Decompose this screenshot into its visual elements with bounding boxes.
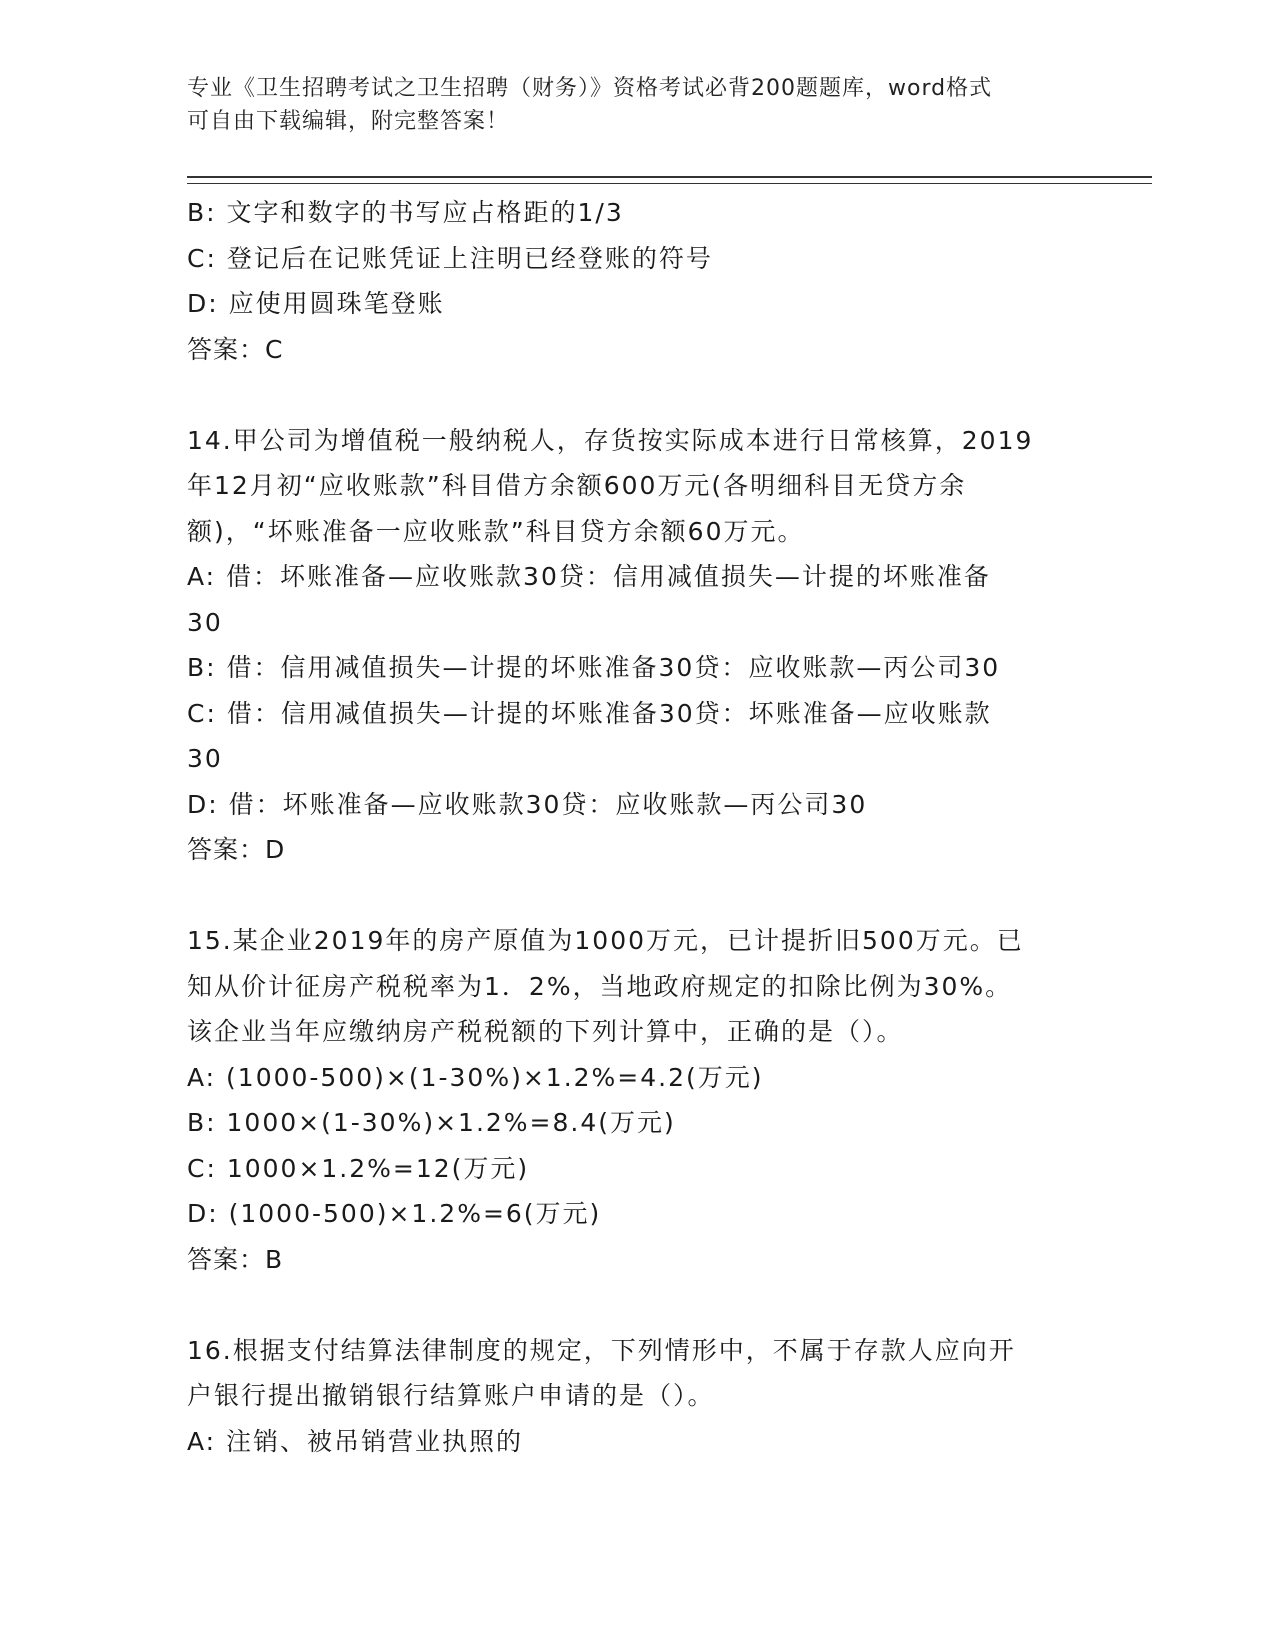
q14-option-d: D: 借：坏账准备—应收账款30贷：应收账款—丙公司30 — [187, 789, 868, 819]
spacer — [187, 873, 1087, 919]
q15-option-d: D: (1000-500)×1.2%=6(万元) — [187, 1199, 602, 1228]
q15-option-c: C: 1000×1.2%=12(万元) — [187, 1153, 530, 1183]
q15-stem-line2: 知从价计征房产税税率为1．2%，当地政府规定的扣除比例为30%。 — [187, 971, 1013, 1001]
q13-option-b: B: 文字和数字的书写应占格距的1/3 — [187, 198, 624, 227]
q14-stem-line3: 额)，“坏账准备一应收账款”科目贷方余额60万元。 — [187, 516, 805, 546]
header-title-line2: 可自由下载编辑，附完整答案！ — [187, 109, 510, 134]
header-divider-thick — [187, 176, 1152, 178]
q14-option-a-line1: A: 借：坏账准备—应收账款30贷：信用减值损失—计提的坏账准备 — [187, 562, 991, 591]
q14-stem-line1: 14.甲公司为增值税一般纳税人，存货按实际成本进行日常核算，2019 — [187, 425, 1034, 455]
q14-option-b: B: 借：信用减值损失—计提的坏账准备30贷：应收账款—丙公司30 — [187, 653, 1001, 682]
q14-option-a-line2: 30 — [187, 607, 223, 637]
spacer — [187, 372, 1087, 418]
document-header — [187, 72, 1087, 138]
q15-stem-line1: 15.某企业2019年的房产原值为1000万元，已计提折旧500万元。已 — [187, 926, 1024, 955]
q14-stem-line2: 年12月初“应收账款”科目借方余额600万元(各明细科目无贷方余 — [187, 471, 967, 500]
q15-answer: 答案：B — [187, 1244, 284, 1274]
q16-stem-line1: 16.根据支付结算法律制度的规定，下列情形中，不属于存款人应向开 — [187, 1335, 1016, 1365]
q15-option-a: A: (1000-500)×(1-30%)×1.2%=4.2(万元) — [187, 1062, 764, 1092]
q13-answer: 答案：C — [187, 334, 284, 364]
q14-answer: 答案：D — [187, 835, 286, 864]
q16-stem-line2: 户银行提出撤销银行结算账户申请的是（）。 — [187, 1381, 715, 1410]
question-14-block — [187, 418, 1087, 873]
q16-option-a: A: 注销、被吊销营业执照的 — [187, 1426, 524, 1456]
question-list — [187, 190, 1087, 1464]
question-16-block — [187, 1328, 1087, 1465]
q13-option-c: C: 登记后在记账凭证上注明已经登账的符号 — [187, 243, 713, 273]
q13-option-d: D: 应使用圆珠笔登账 — [187, 289, 445, 318]
question-13-block — [187, 190, 1087, 372]
spacer — [187, 1282, 1087, 1328]
q15-option-b: B: 1000×(1-30%)×1.2%=8.4(万元) — [187, 1108, 676, 1137]
q14-option-c-line1: C: 借：信用减值损失—计提的坏账准备30贷：坏账准备—应收账款 — [187, 698, 992, 728]
question-15-block — [187, 918, 1087, 1282]
q14-option-c-line2: 30 — [187, 744, 223, 773]
q15-stem-line3: 该企业当年应缴纳房产税税额的下列计算中，正确的是（）。 — [187, 1017, 904, 1046]
header-title-line1: 专业《卫生招聘考试之卫生招聘（财务）》资格考试必背200题题库，word格式 — [187, 76, 993, 101]
header-divider-thin — [187, 183, 1152, 184]
